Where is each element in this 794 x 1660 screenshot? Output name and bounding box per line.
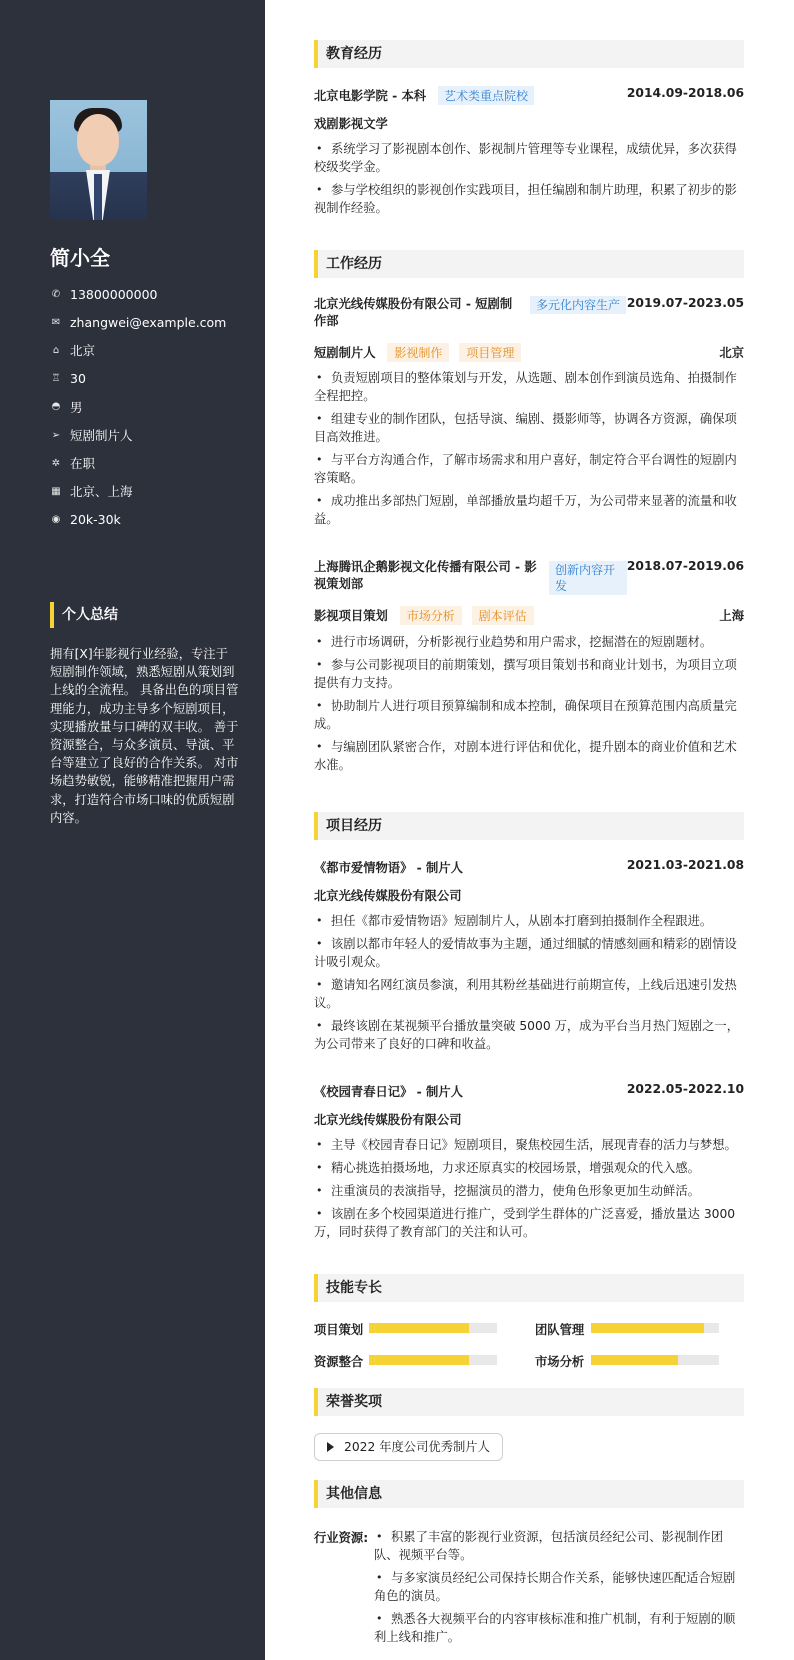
list-item: • 与多家演员经纪公司保持长期合作关系，能够快速匹配适合短剧角色的演员。 (374, 1569, 744, 1605)
send-icon: ➢ (51, 429, 61, 441)
skill-fill-1 (591, 1323, 704, 1333)
gender-icon: ◓ (51, 401, 61, 413)
skill-bar-2 (369, 1355, 497, 1365)
list-item: • 参与学校组织的影视创作实践项目，担任编剧和制片助理，积累了初步的影视制作经验。 (314, 181, 744, 217)
skill-label-1: 团队管理 (535, 1323, 585, 1337)
job-1-company: 北京光线传媒股份有限公司 - 短剧制作部 (314, 297, 513, 328)
award-item[interactable] (314, 1433, 503, 1461)
summary-text: 拥有[X]年影视行业经验，专注于短剧制作领域，熟悉短剧从策划到上线的全流程。 具备出色的项目管理能力，成功主导多个短剧项目，实现播放量与口碑的双丰收。 善于资源整合，与众多演员、导演、平台等建立了良好的合作关系。 对市场趋势敏锐，能够精准把握用户需求，打造符合市场口味的优质短剧内容。 (50, 647, 239, 825)
skill-fill-0 (369, 1323, 469, 1333)
skill-bar-1 (591, 1323, 719, 1333)
list-item: • 负责短剧项目的整体策划与开发，从选题、剧本创作到演员选角、拍摄制作全程把控。 (314, 369, 744, 405)
skill-fill-2 (369, 1355, 469, 1365)
job-2-date: 2018.07-2019.06 (626, 559, 744, 573)
job-2-company: 上海腾讯企鹅影视文化传播有限公司 - 影视策划部 (314, 560, 537, 591)
list-item: • 担任《都市爱情物语》短剧制片人，从剧本打磨到拍摄制作全程跟进。 (314, 912, 744, 930)
job-2-tag-a: 市场分析 (400, 606, 462, 625)
profile-name: 简小全 (50, 246, 110, 270)
skill-label-3: 市场分析 (535, 1355, 585, 1369)
skill-fill-3 (591, 1355, 678, 1365)
list-item: • 最终该剧在某视频平台播放量突破 5000 万，成为平台当月热门短剧之一，为公司带来了良好的口碑和收益。 (314, 1017, 744, 1053)
project-2-date: 2022.05-2022.10 (626, 1082, 744, 1096)
project-1-date: 2021.03-2021.08 (626, 858, 744, 872)
phone-icon: ✆ (51, 288, 61, 300)
list-item: • 积累了丰富的影视行业资源，包括演员经纪公司、影视制作团队、视频平台等。 (374, 1528, 744, 1564)
skills-heading: 技能专长 (314, 1274, 744, 1302)
project-1-header (314, 858, 744, 876)
education-date: 2014.09-2018.06 (626, 86, 744, 100)
education-heading: 教育经历 (314, 40, 744, 68)
project-2-bullets (314, 1136, 744, 1246)
job-1-city: 北京 (719, 346, 744, 360)
cake-icon: ♖ (51, 373, 61, 385)
info-status: ✲ 在职 (51, 456, 96, 472)
sidebar (0, 0, 265, 1660)
salary-icon: ◉ (51, 514, 61, 526)
job-2-role: 影视项目策划 (314, 609, 388, 623)
job-2-tag: 创新内容开发 (549, 561, 627, 595)
projects-heading: 项目经历 (314, 812, 744, 840)
project-2-header (314, 1082, 744, 1100)
project-1-title: 《都市爱情物语》 - 制片人 (314, 861, 463, 875)
city-icon: ▦ (51, 485, 61, 497)
list-item: • 精心挑选拍摄场地，力求还原真实的校园场景，增强观众的代入感。 (314, 1159, 744, 1177)
awards-heading: 荣誉奖项 (314, 1388, 744, 1416)
info-location: ⌂ 北京 (50, 336, 226, 364)
list-item: • 邀请知名网红演员参演，利用其粉丝基础进行前期宣传，上线后迅速引发热议。 (314, 976, 744, 1012)
job-2-city: 上海 (719, 609, 744, 623)
project-2-title: 《校园青春日记》 - 制片人 (314, 1085, 463, 1099)
list-item: • 成功推出多部热门短剧，单部播放量均超千万，为公司带来显著的流量和收益。 (314, 492, 744, 528)
avatar (50, 100, 147, 220)
job-1-bullets (314, 369, 744, 533)
education-row (314, 86, 744, 105)
job-1-role-row (314, 343, 744, 362)
other-heading: 其他信息 (314, 1480, 744, 1508)
job-1-tag: 多元化内容生产 (530, 296, 626, 314)
job-1-header (314, 296, 744, 332)
list-item: • 主导《校园青春日记》短剧项目，聚焦校园生活，展现青春的活力与梦想。 (314, 1136, 744, 1154)
education-bullets (314, 140, 744, 222)
list-item: • 参与公司影视项目的前期策划，撰写项目策划书和商业计划书，为项目立项提供有力支持。 (314, 656, 744, 692)
info-gender: ◓ 男 (51, 399, 83, 415)
info-age: ♖ 30 (51, 371, 86, 387)
list-item: • 组建专业的制作团队，包括导演、编剧、摄影师等，协调各方资源，确保项目高效推进。 (314, 410, 744, 446)
project-2-company: 北京光线传媒股份有限公司 (314, 1113, 462, 1127)
list-item: • 系统学习了影视剧本创作、影视制片管理等专业课程，成绩优异，多次获得校级奖学金。 (314, 140, 744, 176)
education-tag: 艺术类重点院校 (438, 86, 534, 105)
info-salary: ◉ 20k-30k (51, 512, 121, 528)
status-icon: ✲ (51, 457, 61, 469)
job-2-header (314, 559, 744, 595)
award-label: 2022 年度公司优秀制片人 (344, 1440, 490, 1454)
job-1-date: 2019.07-2023.05 (626, 296, 744, 310)
info-phone: ✆ 13800000000 (51, 286, 158, 302)
skill-bar-3 (591, 1355, 719, 1365)
list-item: • 该剧在多个校园渠道进行推广，受到学生群体的广泛喜爱，播放量达 3000 万，同时获得了教育部门的关注和认可。 (314, 1205, 744, 1241)
info-cities: ▦ 北京、上海 (51, 484, 133, 500)
list-item: • 与平台方沟通合作，了解市场需求和用户喜好，制定符合平台调性的短剧内容策略。 (314, 451, 744, 487)
work-heading: 工作经历 (314, 250, 744, 278)
play-icon (327, 1442, 334, 1452)
list-item: • 协助制片人进行项目预算编制和成本控制，确保项目在预算范围内高质量完成。 (314, 697, 744, 733)
skill-bar-0 (369, 1323, 497, 1333)
project-1-bullets (314, 912, 744, 1058)
job-1-tag-b: 项目管理 (459, 343, 521, 362)
list-item: • 注重演员的表演指导，挖掘演员的潜力，使角色形象更加生动鲜活。 (314, 1182, 744, 1200)
other-bullets (374, 1528, 744, 1651)
mail-icon: ✉ (51, 316, 61, 328)
summary-title: 个人总结 (50, 602, 118, 628)
info-position: ➢ 短剧制片人 (51, 428, 133, 444)
contact-info-list (50, 280, 226, 534)
project-1-company: 北京光线传媒股份有限公司 (314, 889, 462, 903)
info-email: ✉ zhangwei@example.com (51, 314, 227, 330)
job-2-tag-b: 剧本评估 (472, 606, 534, 625)
other-label: 行业资源: (314, 1531, 369, 1545)
list-item: • 熟悉各大视频平台的内容审核标准和推广机制，有利于短剧的顺利上线和推广。 (374, 1610, 744, 1646)
job-1-tag-a: 影视制作 (387, 343, 449, 362)
job-1-role: 短剧制片人 (314, 346, 376, 360)
education-major: 戏剧影视文学 (314, 117, 388, 131)
skill-label-2: 资源整合 (314, 1355, 364, 1369)
list-item: • 该剧以都市年轻人的爱情故事为主题，通过细腻的情感刻画和精彩的剧情设计吸引观众。 (314, 935, 744, 971)
list-item: • 与编剧团队紧密合作，对剧本进行评估和优化，提升剧本的商业价值和艺术水准。 (314, 738, 744, 774)
job-2-role-row (314, 606, 744, 625)
job-2-bullets (314, 633, 744, 779)
home-icon: ⌂ (52, 344, 60, 356)
education-school: 北京电影学院 - 本科 (314, 89, 427, 103)
skill-label-0: 项目策划 (314, 1323, 364, 1337)
list-item: • 进行市场调研，分析影视行业趋势和用户需求，挖掘潜在的短剧题材。 (314, 633, 744, 651)
